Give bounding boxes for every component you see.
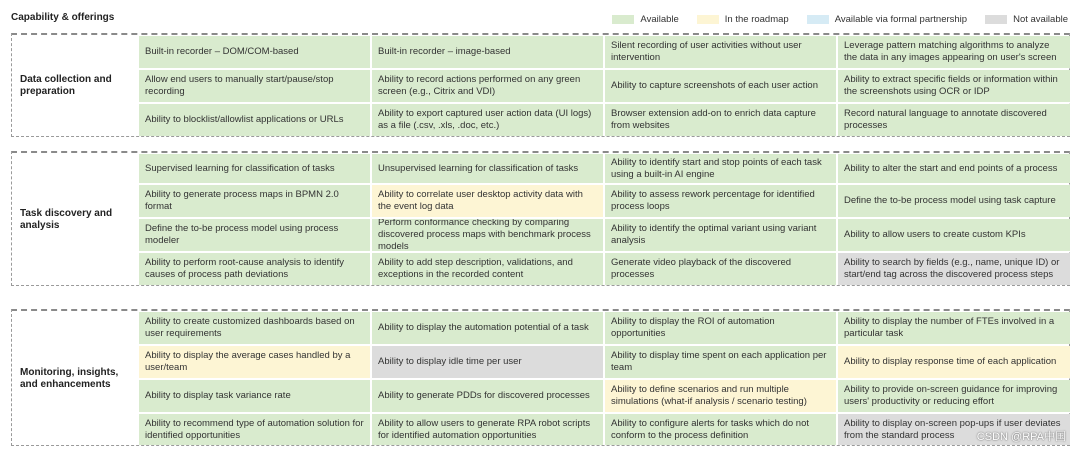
capability-cell: Ability to display on-screen pop-ups if user deviates from the standard process [838, 414, 1070, 445]
capability-cell: Record natural language to annotate discovered processes [838, 104, 1070, 136]
capability-cell: Ability to display idle time per user [372, 346, 603, 378]
legend-swatch-partnership [807, 15, 829, 24]
capability-cell: Allow end users to manually start/pause/stop recording [139, 70, 370, 102]
capability-cell: Ability to perform root-cause analysis to identify causes of process path deviations [139, 253, 370, 285]
capability-cell: Ability to define scenarios and run multiple simulations (what-if analysis / scenario testing) [605, 380, 836, 412]
capability-cell: Ability to provide on-screen guidance for improving users' productivity or reducing effort [838, 380, 1070, 412]
capability-cell: Ability to blocklist/allowlist applications or URLs [139, 104, 370, 136]
capability-cell: Ability to display time spent on each application per team [605, 346, 836, 378]
capability-group [11, 309, 1070, 446]
capability-group [11, 151, 1070, 286]
group-grid [139, 36, 1067, 136]
legend-label-not-available: Not available [1013, 13, 1068, 25]
capability-cell: Built-in recorder – image-based [372, 36, 603, 68]
capability-cell: Ability to display response time of each application [838, 346, 1070, 378]
capability-group [11, 33, 1070, 137]
capability-cell: Ability to identify the optimal variant using variant analysis [605, 219, 836, 251]
page-title: Capability & offerings [11, 12, 115, 23]
capability-cell: Browser extension add-on to enrich data capture from websites [605, 104, 836, 136]
capability-cell: Ability to identify start and stop points of each task using a built-in AI engine [605, 154, 836, 183]
legend-label-partnership: Available via formal partnership [834, 13, 968, 25]
capability-cell: Ability to search by fields (e.g., name, unique ID) or start/end tag across the discovered process steps [838, 253, 1070, 285]
legend-swatch-not-available [985, 15, 1007, 24]
legend-swatch-roadmap [697, 15, 719, 24]
capability-cell: Ability to capture screenshots of each user action [605, 70, 836, 102]
legend-label-roadmap: In the roadmap [724, 13, 789, 25]
capability-cell: Ability to create customized dashboards based on user requirements [139, 312, 370, 344]
capability-cell: Ability to extract specific fields or information within the screenshots using OCR or IDP [838, 70, 1070, 102]
capability-cell: Generate video playback of the discovered processes [605, 253, 836, 285]
capability-cell: Leverage pattern matching algorithms to analyze the data in any images appearing on user's screen [838, 36, 1070, 68]
legend-item-roadmap [697, 14, 789, 25]
capability-cell: Built-in recorder – DOM/COM-based [139, 36, 370, 68]
page-header [10, 12, 1070, 26]
capability-cell: Define the to-be process model using task capture [838, 185, 1070, 217]
capability-cell: Ability to generate PDDs for discovered processes [372, 380, 603, 412]
legend-swatch-available [612, 15, 634, 24]
capability-cell: Ability to display the average cases handled by a user/team [139, 346, 370, 378]
capability-cell: Ability to export captured user action data (UI logs) as a file (.csv, .xls, .doc, etc.) [372, 104, 603, 136]
capability-cell: Silent recording of user activities without user intervention [605, 36, 836, 68]
group-label: Task discovery and analysis [20, 208, 113, 231]
capability-cell: Ability to display the ROI of automation opportunities [605, 312, 836, 344]
capability-cell: Ability to alter the start and end points of a process [838, 154, 1070, 183]
group-label: Monitoring, insights, and enhancements [20, 367, 119, 390]
capability-cell: Ability to display the automation potential of a task [372, 312, 603, 344]
group-grid [139, 154, 1067, 285]
legend-item-not-available [985, 14, 1068, 25]
capability-cell: Define the to-be process model using process modeler [139, 219, 370, 251]
capability-cell: Ability to allow users to generate RPA robot scripts for identified automation opportunities [372, 414, 603, 445]
legend-item-partnership [807, 14, 967, 25]
capability-cell: Unsupervised learning for classification of tasks [372, 154, 603, 183]
group-label: Data collection and preparation [20, 74, 112, 97]
capability-cell: Ability to configure alerts for tasks which do not conform to the process definition [605, 414, 836, 445]
capability-cell: Ability to allow users to create custom KPIs [838, 219, 1070, 251]
capability-cell: Ability to display task variance rate [139, 380, 370, 412]
legend-label-available: Available [640, 13, 679, 25]
group-grid [139, 312, 1067, 445]
capability-cell: Ability to generate process maps in BPMN 2.0 format [139, 185, 370, 217]
capability-cell: Ability to display the number of FTEs involved in a particular task [838, 312, 1070, 344]
capability-cell: Ability to assess rework percentage for identified process loops [605, 185, 836, 217]
watermark: CSDN @RPA中国 [976, 431, 1066, 443]
capability-cell: Ability to record actions performed on any green screen (e.g., Citrix and VDI) [372, 70, 603, 102]
capability-cell: Ability to correlate user desktop activity data with the event log data [372, 185, 603, 217]
capability-cell: Ability to add step description, validations, and exceptions in the recorded content [372, 253, 603, 285]
legend-item-available [612, 14, 678, 25]
legend [594, 12, 1068, 26]
capability-cell: Perform conformance checking by comparing discovered process maps with benchmark process models [372, 219, 603, 251]
capability-cell: Supervised learning for classification of tasks [139, 154, 370, 183]
capability-cell: Ability to recommend type of automation solution for identified opportunities [139, 414, 370, 445]
